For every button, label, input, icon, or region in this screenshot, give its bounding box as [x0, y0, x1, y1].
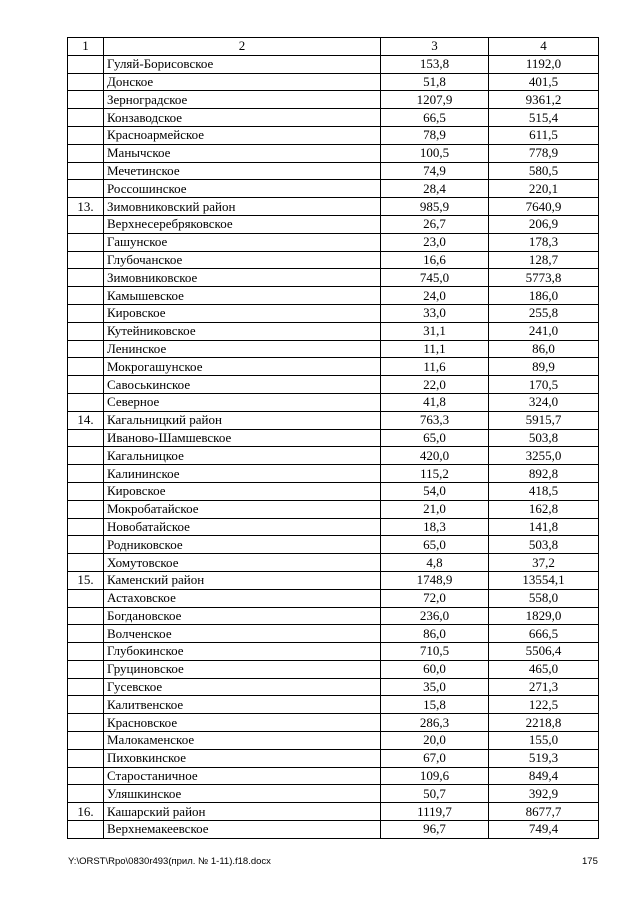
table-row — [68, 625, 599, 643]
row-number-cell — [68, 482, 104, 500]
settlement-name-cell: Верхнесеребряковское — [104, 215, 381, 233]
settlement-name-cell: Старостаничное — [104, 767, 381, 785]
column-3-value-cell: 26,7 — [381, 215, 489, 233]
column-4-value-cell: 7640,9 — [489, 198, 599, 216]
row-number-cell — [68, 322, 104, 340]
column-3-value-cell: 67,0 — [381, 749, 489, 767]
table-row — [68, 198, 599, 216]
settlement-name-cell: Гашунское — [104, 233, 381, 251]
column-3-value-cell: 100,5 — [381, 144, 489, 162]
column-4-value-cell: 37,2 — [489, 554, 599, 572]
row-number-cell — [68, 518, 104, 536]
settlement-name-cell: Иваново-Шамшевское — [104, 429, 381, 447]
row-number-cell — [68, 625, 104, 643]
column-4-value-cell: 611,5 — [489, 126, 599, 144]
table-row — [68, 571, 599, 589]
row-number-cell — [68, 287, 104, 305]
column-3-value-cell: 22,0 — [381, 376, 489, 394]
column-3-value-cell: 420,0 — [381, 447, 489, 465]
settlement-name-cell: Зимовниковское — [104, 269, 381, 287]
settlement-name-cell: Калининское — [104, 465, 381, 483]
column-header-3: 3 — [381, 38, 489, 56]
table-row — [68, 322, 599, 340]
column-3-value-cell: 16,6 — [381, 251, 489, 269]
column-3-value-cell: 236,0 — [381, 607, 489, 625]
settlement-name-cell: Камышевское — [104, 287, 381, 305]
settlement-name-cell: Хомутовское — [104, 554, 381, 572]
settlement-name-cell: Мокрогашунское — [104, 358, 381, 376]
column-3-value-cell: 1119,7 — [381, 803, 489, 821]
column-3-value-cell: 115,2 — [381, 465, 489, 483]
table-row — [68, 500, 599, 518]
row-number-cell — [68, 126, 104, 144]
settlement-name-cell: Кагальницкий район — [104, 411, 381, 429]
table-row — [68, 73, 599, 91]
column-4-value-cell: 206,9 — [489, 215, 599, 233]
column-4-value-cell: 849,4 — [489, 767, 599, 785]
table-row — [68, 340, 599, 358]
row-number-cell — [68, 376, 104, 394]
column-4-value-cell: 155,0 — [489, 732, 599, 750]
settlement-name-cell: Савоськинское — [104, 376, 381, 394]
table-row — [68, 126, 599, 144]
column-3-value-cell: 1748,9 — [381, 571, 489, 589]
column-4-value-cell: 170,5 — [489, 376, 599, 394]
row-number-cell — [68, 233, 104, 251]
row-number-cell — [68, 607, 104, 625]
row-number-cell — [68, 447, 104, 465]
column-3-value-cell: 985,9 — [381, 198, 489, 216]
settlement-name-cell: Красноармейское — [104, 126, 381, 144]
row-number-cell: 16. — [68, 803, 104, 821]
settlement-name-cell: Волченское — [104, 625, 381, 643]
table-body — [68, 38, 599, 839]
table-row — [68, 803, 599, 821]
column-3-value-cell: 286,3 — [381, 714, 489, 732]
settlement-name-cell: Манычское — [104, 144, 381, 162]
column-3-value-cell: 51,8 — [381, 73, 489, 91]
column-4-value-cell: 503,8 — [489, 536, 599, 554]
column-3-value-cell: 86,0 — [381, 625, 489, 643]
table-row — [68, 696, 599, 714]
table-row — [68, 732, 599, 750]
table-row — [68, 714, 599, 732]
column-4-value-cell: 1829,0 — [489, 607, 599, 625]
column-3-value-cell: 41,8 — [381, 393, 489, 411]
row-number-cell — [68, 180, 104, 198]
column-4-value-cell: 749,4 — [489, 821, 599, 839]
column-4-value-cell: 392,9 — [489, 785, 599, 803]
table-row — [68, 607, 599, 625]
row-number-cell — [68, 393, 104, 411]
column-3-value-cell: 35,0 — [381, 678, 489, 696]
row-number-cell — [68, 73, 104, 91]
column-3-value-cell: 28,4 — [381, 180, 489, 198]
row-number-cell — [68, 678, 104, 696]
settlement-name-cell: Глубокинское — [104, 643, 381, 661]
settlement-name-cell: Каменский район — [104, 571, 381, 589]
table-row — [68, 358, 599, 376]
column-4-value-cell: 186,0 — [489, 287, 599, 305]
row-number-cell — [68, 732, 104, 750]
row-number-cell — [68, 109, 104, 127]
row-number-cell — [68, 55, 104, 73]
settlement-name-cell: Уляшкинское — [104, 785, 381, 803]
column-3-value-cell: 11,1 — [381, 340, 489, 358]
column-3-value-cell: 24,0 — [381, 287, 489, 305]
table-row — [68, 447, 599, 465]
row-number-cell — [68, 749, 104, 767]
settlement-name-cell: Новобатайское — [104, 518, 381, 536]
column-3-value-cell: 65,0 — [381, 429, 489, 447]
settlement-name-cell: Калитвенское — [104, 696, 381, 714]
column-3-value-cell: 23,0 — [381, 233, 489, 251]
footer-page-number: 175 — [582, 856, 598, 867]
settlement-name-cell: Кутейниковское — [104, 322, 381, 340]
table-row — [68, 411, 599, 429]
column-4-value-cell: 519,3 — [489, 749, 599, 767]
column-3-value-cell: 745,0 — [381, 269, 489, 287]
column-4-value-cell: 465,0 — [489, 660, 599, 678]
column-4-value-cell: 5773,8 — [489, 269, 599, 287]
row-number-cell — [68, 536, 104, 554]
data-table — [67, 37, 599, 839]
row-number-cell: 14. — [68, 411, 104, 429]
row-number-cell — [68, 821, 104, 839]
settlement-name-cell: Конзаводское — [104, 109, 381, 127]
column-3-value-cell: 50,7 — [381, 785, 489, 803]
settlement-name-cell: Богдановское — [104, 607, 381, 625]
table-row — [68, 393, 599, 411]
column-3-value-cell: 4,8 — [381, 554, 489, 572]
settlement-name-cell: Родниковское — [104, 536, 381, 554]
row-number-cell — [68, 340, 104, 358]
table-row — [68, 554, 599, 572]
column-3-value-cell: 18,3 — [381, 518, 489, 536]
column-3-value-cell: 78,9 — [381, 126, 489, 144]
column-3-value-cell: 33,0 — [381, 304, 489, 322]
table-row — [68, 269, 599, 287]
column-3-value-cell: 153,8 — [381, 55, 489, 73]
row-number-cell — [68, 251, 104, 269]
table-row — [68, 91, 599, 109]
column-4-value-cell: 1192,0 — [489, 55, 599, 73]
row-number-cell — [68, 660, 104, 678]
table-row — [68, 162, 599, 180]
footer-file-path: Y:\ORST\Rpo\0830r493(прил. № 1-11).f18.docx — [68, 856, 271, 867]
table-row — [68, 589, 599, 607]
column-4-value-cell: 255,8 — [489, 304, 599, 322]
table-row — [68, 304, 599, 322]
column-3-value-cell: 65,0 — [381, 536, 489, 554]
row-number-cell — [68, 767, 104, 785]
column-3-value-cell: 763,3 — [381, 411, 489, 429]
table-row — [68, 821, 599, 839]
settlement-name-cell: Северное — [104, 393, 381, 411]
table-row — [68, 376, 599, 394]
settlement-name-cell: Гуляй-Борисовское — [104, 55, 381, 73]
column-3-value-cell: 710,5 — [381, 643, 489, 661]
row-number-cell — [68, 162, 104, 180]
table-row — [68, 518, 599, 536]
column-4-value-cell: 86,0 — [489, 340, 599, 358]
table-header-row — [68, 38, 599, 56]
table-row — [68, 287, 599, 305]
settlement-name-cell: Кашарский район — [104, 803, 381, 821]
column-3-value-cell: 15,8 — [381, 696, 489, 714]
table-row — [68, 144, 599, 162]
column-3-value-cell: 21,0 — [381, 500, 489, 518]
column-4-value-cell: 8677,7 — [489, 803, 599, 821]
column-4-value-cell: 122,5 — [489, 696, 599, 714]
table-row — [68, 482, 599, 500]
table-row — [68, 180, 599, 198]
table-row — [68, 465, 599, 483]
table-row — [68, 660, 599, 678]
settlement-name-cell: Кагальницкое — [104, 447, 381, 465]
column-4-value-cell: 892,8 — [489, 465, 599, 483]
row-number-cell — [68, 643, 104, 661]
column-4-value-cell: 3255,0 — [489, 447, 599, 465]
table-row — [68, 536, 599, 554]
settlement-name-cell: Россошинское — [104, 180, 381, 198]
row-number-cell: 13. — [68, 198, 104, 216]
column-4-value-cell: 503,8 — [489, 429, 599, 447]
row-number-cell — [68, 144, 104, 162]
table-row — [68, 749, 599, 767]
column-4-value-cell: 666,5 — [489, 625, 599, 643]
settlement-name-cell: Донское — [104, 73, 381, 91]
settlement-name-cell: Кировское — [104, 482, 381, 500]
row-number-cell — [68, 500, 104, 518]
column-header-1: 1 — [68, 38, 104, 56]
column-4-value-cell: 162,8 — [489, 500, 599, 518]
column-4-value-cell: 5506,4 — [489, 643, 599, 661]
column-4-value-cell: 178,3 — [489, 233, 599, 251]
column-4-value-cell: 580,5 — [489, 162, 599, 180]
row-number-cell — [68, 465, 104, 483]
table-row — [68, 233, 599, 251]
column-3-value-cell: 66,5 — [381, 109, 489, 127]
column-4-value-cell: 271,3 — [489, 678, 599, 696]
settlement-name-cell: Глубочанское — [104, 251, 381, 269]
column-4-value-cell: 220,1 — [489, 180, 599, 198]
settlement-name-cell: Пиховкинское — [104, 749, 381, 767]
column-4-value-cell: 13554,1 — [489, 571, 599, 589]
column-3-value-cell: 109,6 — [381, 767, 489, 785]
table-row — [68, 767, 599, 785]
table-row — [68, 678, 599, 696]
table-row — [68, 251, 599, 269]
column-3-value-cell: 60,0 — [381, 660, 489, 678]
column-4-value-cell: 9361,2 — [489, 91, 599, 109]
column-4-value-cell: 778,9 — [489, 144, 599, 162]
row-number-cell — [68, 269, 104, 287]
column-4-value-cell: 401,5 — [489, 73, 599, 91]
table-row — [68, 429, 599, 447]
column-3-value-cell: 11,6 — [381, 358, 489, 376]
row-number-cell — [68, 589, 104, 607]
column-3-value-cell: 31,1 — [381, 322, 489, 340]
column-3-value-cell: 20,0 — [381, 732, 489, 750]
settlement-name-cell: Груциновское — [104, 660, 381, 678]
row-number-cell — [68, 554, 104, 572]
column-4-value-cell: 515,4 — [489, 109, 599, 127]
row-number-cell — [68, 785, 104, 803]
settlement-name-cell: Зимовниковский район — [104, 198, 381, 216]
column-4-value-cell: 558,0 — [489, 589, 599, 607]
column-4-value-cell: 5915,7 — [489, 411, 599, 429]
column-3-value-cell: 72,0 — [381, 589, 489, 607]
table-row — [68, 215, 599, 233]
settlement-name-cell: Мокробатайское — [104, 500, 381, 518]
column-3-value-cell: 96,7 — [381, 821, 489, 839]
table-row — [68, 55, 599, 73]
settlement-name-cell: Астаховское — [104, 589, 381, 607]
column-4-value-cell: 324,0 — [489, 393, 599, 411]
row-number-cell — [68, 304, 104, 322]
row-number-cell — [68, 358, 104, 376]
settlement-name-cell: Гусевское — [104, 678, 381, 696]
column-4-value-cell: 141,8 — [489, 518, 599, 536]
table-row — [68, 109, 599, 127]
column-4-value-cell: 418,5 — [489, 482, 599, 500]
row-number-cell — [68, 429, 104, 447]
column-3-value-cell: 54,0 — [381, 482, 489, 500]
settlement-name-cell: Малокаменское — [104, 732, 381, 750]
table-row — [68, 643, 599, 661]
settlement-name-cell: Верхнемакеевское — [104, 821, 381, 839]
column-4-value-cell: 89,9 — [489, 358, 599, 376]
column-4-value-cell: 241,0 — [489, 322, 599, 340]
settlement-name-cell: Кировское — [104, 304, 381, 322]
row-number-cell — [68, 696, 104, 714]
settlement-name-cell: Мечетинское — [104, 162, 381, 180]
settlement-name-cell: Зерноградское — [104, 91, 381, 109]
row-number-cell — [68, 215, 104, 233]
column-4-value-cell: 128,7 — [489, 251, 599, 269]
settlement-name-cell: Красновское — [104, 714, 381, 732]
column-3-value-cell: 1207,9 — [381, 91, 489, 109]
column-header-4: 4 — [489, 38, 599, 56]
table-row — [68, 785, 599, 803]
column-3-value-cell: 74,9 — [381, 162, 489, 180]
column-header-2: 2 — [104, 38, 381, 56]
settlement-name-cell: Ленинское — [104, 340, 381, 358]
row-number-cell — [68, 714, 104, 732]
row-number-cell — [68, 91, 104, 109]
row-number-cell: 15. — [68, 571, 104, 589]
column-4-value-cell: 2218,8 — [489, 714, 599, 732]
